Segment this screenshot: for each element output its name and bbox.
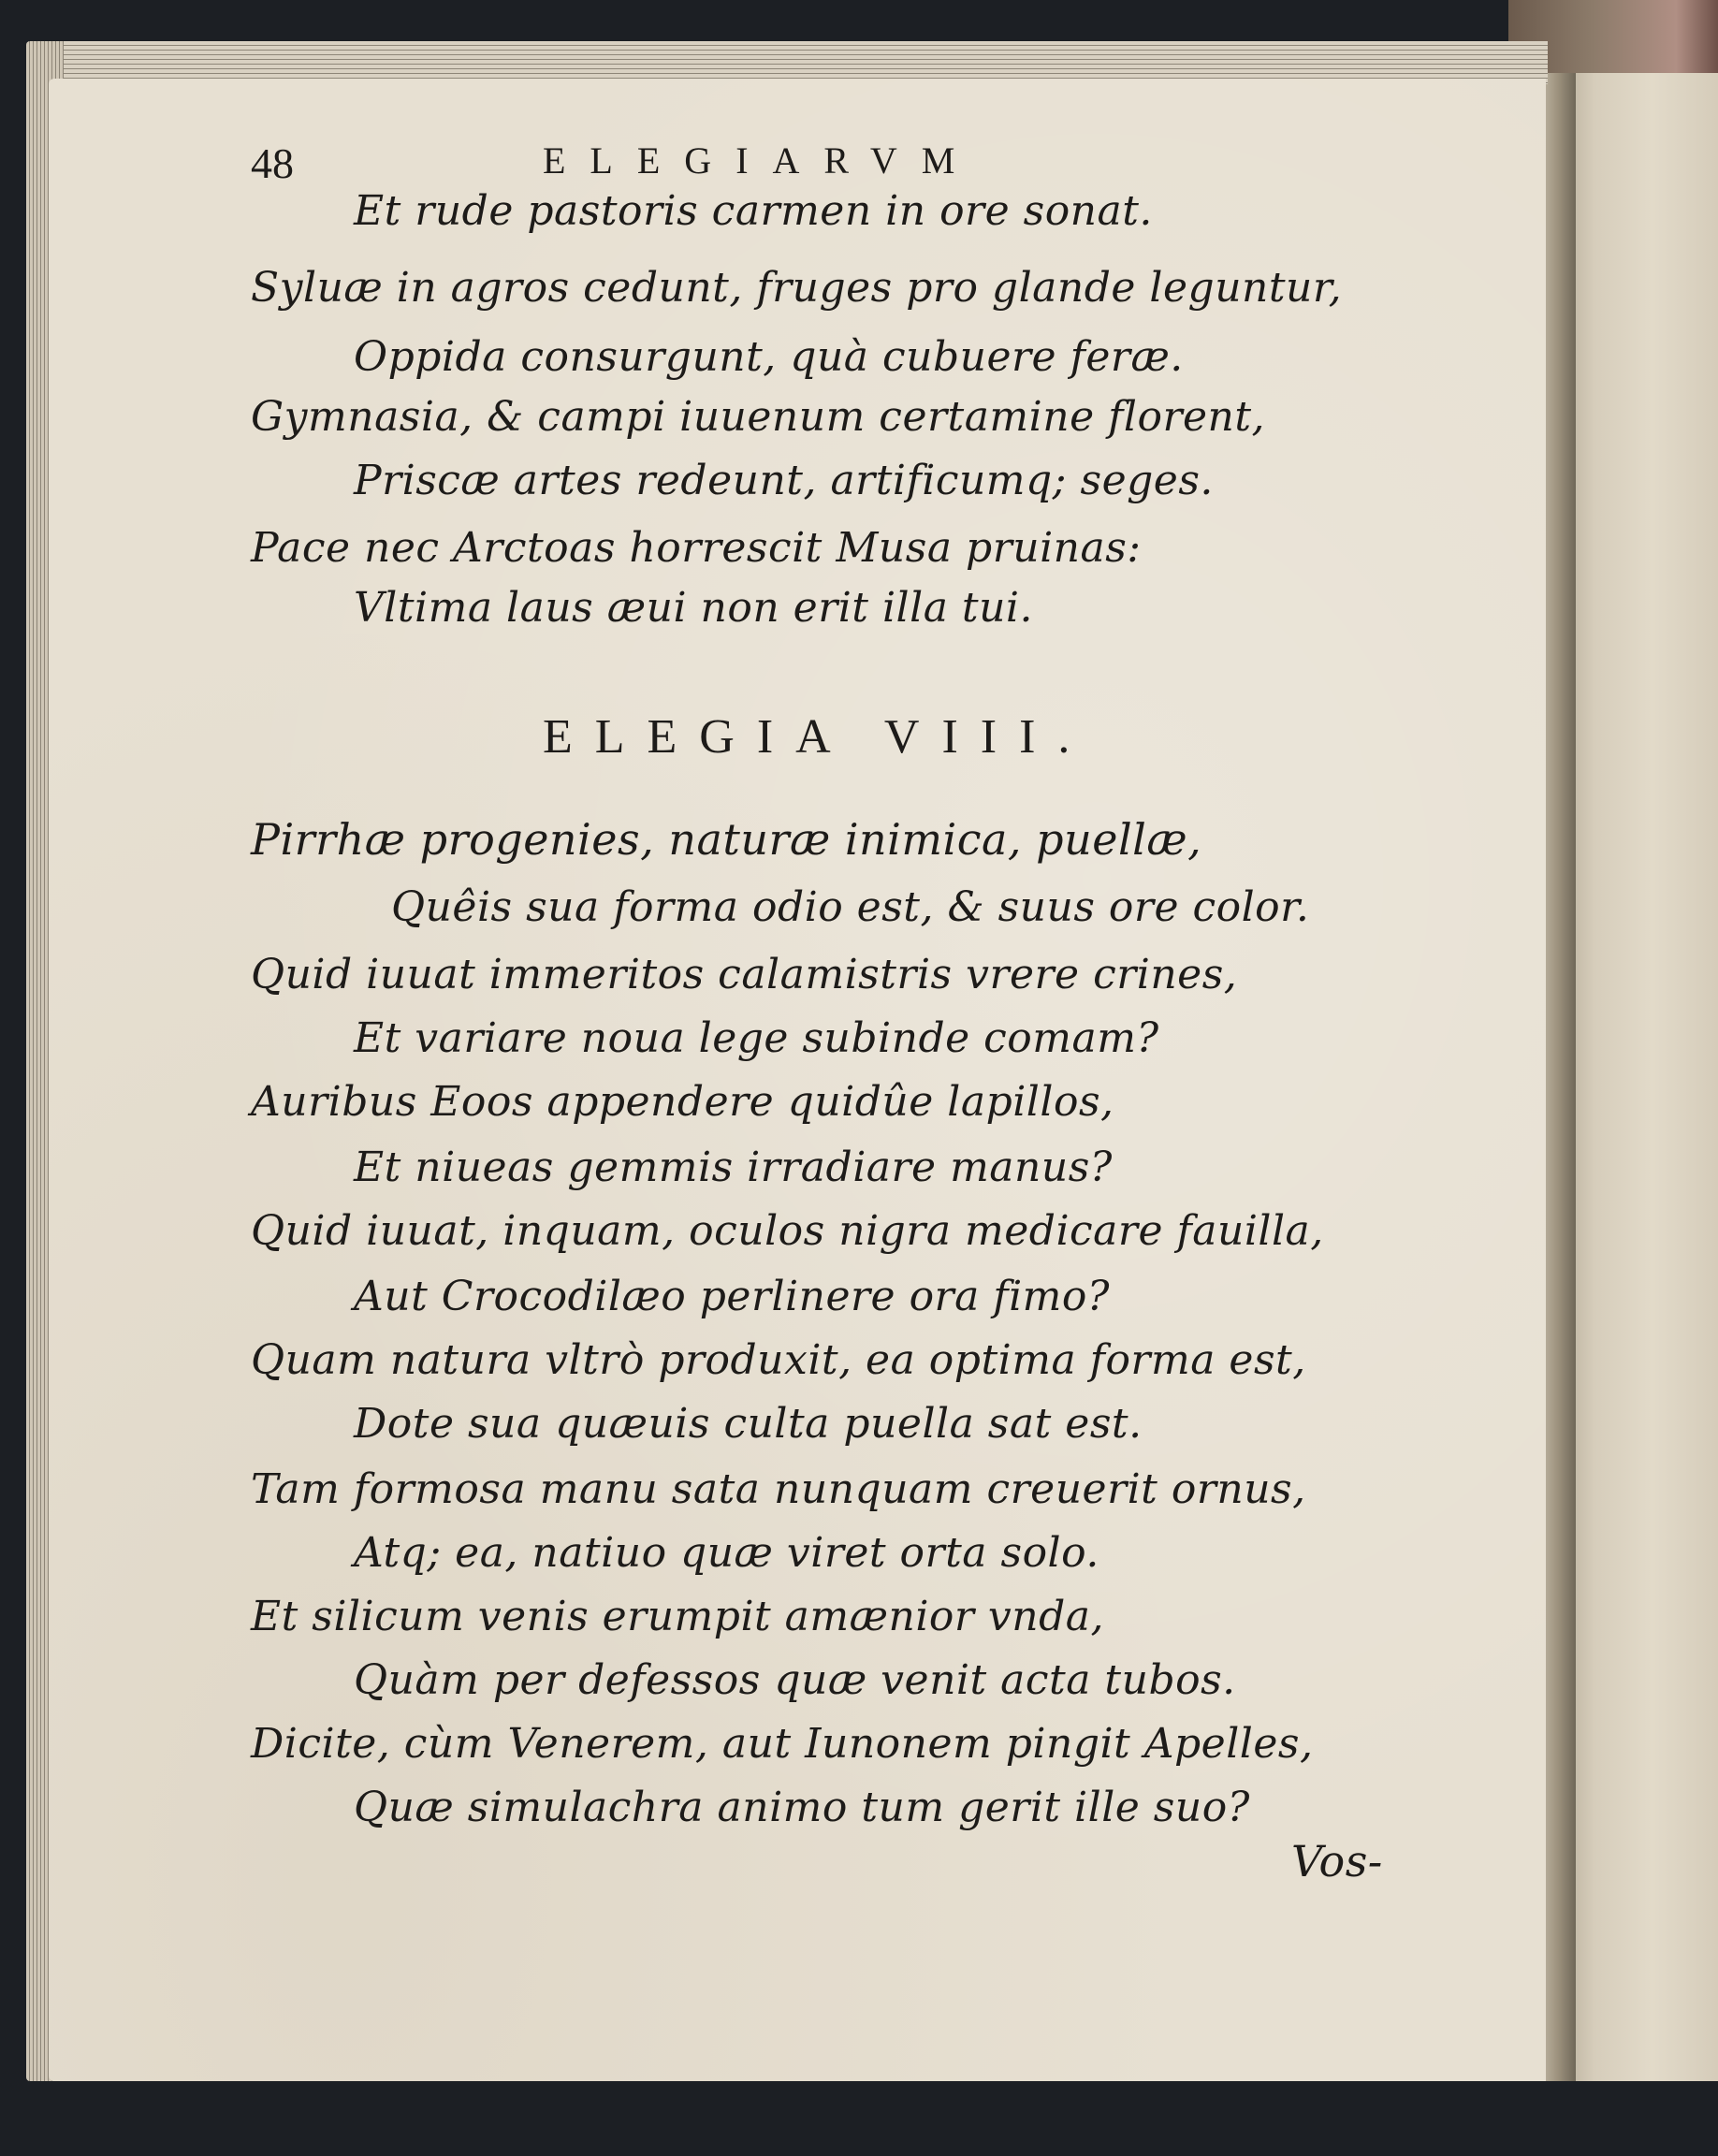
catchword: Vos- [1291, 1836, 1383, 1886]
elegy-line: Et variare noua lege subinde comam? [354, 1014, 1159, 1062]
elegy-line: Dote sua quæuis culta puella sat est. [354, 1400, 1143, 1448]
poem-line: Vltima laus æui non erit illa tui. [354, 584, 1033, 632]
elegy-line: Quêis sua forma odio est, & suus ore color. [391, 883, 1310, 931]
elegy-line: Atq; ea, natiuo quæ viret orta solo. [354, 1529, 1099, 1577]
page-number: 48 [251, 139, 294, 187]
elegy-line: Quid iuuat immeritos calamistris vrere crines, [251, 951, 1238, 998]
poem-line: Et rude pastoris carmen in ore sonat. [354, 187, 1153, 235]
poem-line: Oppida consurgunt, quà cubuere feræ. [354, 333, 1184, 381]
poem-line: Syluæ in agros cedunt, fruges pro glande leguntur, [251, 264, 1343, 312]
poem-line: Priscæ artes redeunt, artificumq; seges. [354, 457, 1214, 504]
facing-page [1553, 73, 1718, 2085]
elegy-line: Et silicum venis erumpit amænior vnda, [251, 1593, 1104, 1640]
elegy-line: Dicite, cùm Venerem, aut Iunonem pingit Apelles, [251, 1720, 1314, 1768]
running-head: ELEGIARVM [543, 139, 980, 182]
elegy-line: Quàm per defessos quæ venit acta tubos. [354, 1656, 1236, 1704]
elegy-line: Et niueas gemmis irradiare manus? [354, 1144, 1113, 1191]
elegy-line: Quæ simulachra animo tum gerit ille suo? [354, 1784, 1250, 1831]
poem-line: Pace nec Arctoas horrescit Musa pruinas: [251, 524, 1142, 572]
elegy-line: Pirrhæ progenies, naturæ inimica, puellæ, [251, 814, 1202, 865]
elegy-line: Tam formosa manu sata nunquam creuerit ornus, [251, 1465, 1306, 1513]
elegy-line: Aut Crocodilæo perlinere ora fimo? [354, 1273, 1110, 1320]
elegy-line: Quid iuuat, inquam, oculos nigra medicare fauilla, [251, 1207, 1324, 1255]
elegy-heading: ELEGIA VIII. [543, 710, 1093, 764]
elegy-line: Auribus Eoos appendere quidûe lapillos, [251, 1078, 1114, 1126]
scan-background [0, 2081, 1718, 2156]
elegy-line: Quam natura vltrò produxit, ea optima forma est, [251, 1336, 1306, 1384]
poem-line: Gymnasia, & campi iuuenum certamine florent, [251, 393, 1266, 441]
